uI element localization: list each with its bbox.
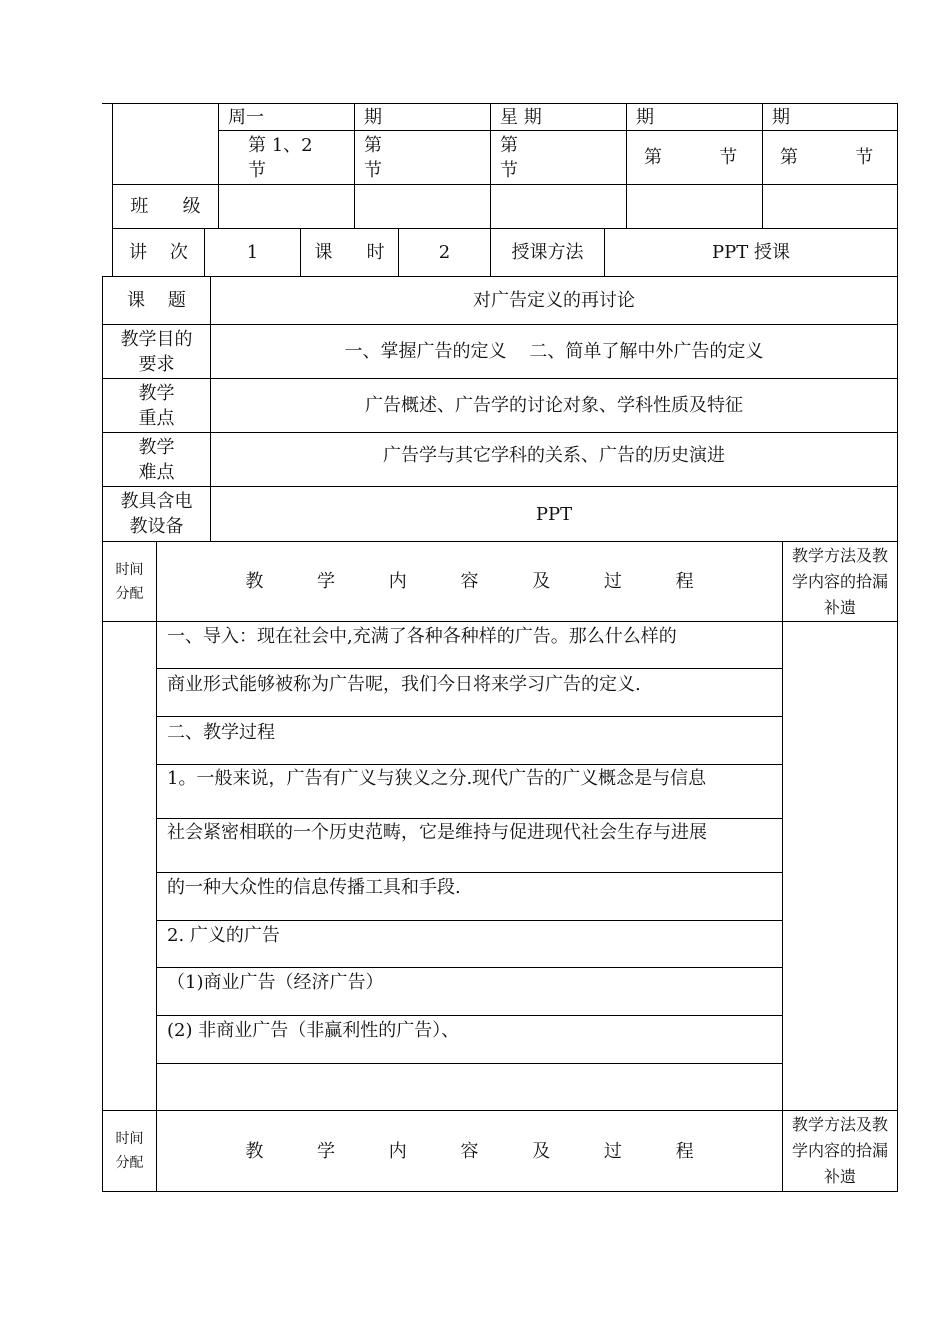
period-cell: 第 节 — [780, 147, 874, 168]
content-line: （1)商业广告（经济广告） — [167, 972, 384, 993]
difficulties-label: 教学 难点 — [138, 436, 175, 483]
content-line: 1。一般来说，广告有广义与狭义之分.现代广告的广义概念是与信息 — [167, 768, 707, 789]
time-allocation-label: 时间 分配 — [115, 1131, 144, 1171]
content-line: 2. 广义的广告 — [167, 925, 280, 946]
rule — [112, 184, 898, 185]
key-points-value: 广告概述、广告学的讨论对象、学科性质及特征 — [365, 395, 743, 416]
rule — [102, 1191, 898, 1192]
rule — [897, 103, 898, 1191]
topic-value: 对广告定义的再讨论 — [473, 290, 635, 311]
topic-label: 课 题 — [127, 290, 186, 311]
content-process-label: 教 学 内 容 及 过 程 — [245, 1140, 718, 1162]
weekday-cell: 星 期 — [500, 106, 542, 128]
content-line — [157, 1064, 782, 1110]
equipment-label: 教具含电 教设备 — [120, 491, 193, 537]
notes-label: 教学方法及教学内容的拾漏补遗 — [791, 1115, 888, 1186]
time-allocation-label: 时间 分配 — [115, 561, 144, 602]
hours-value: 2 — [438, 242, 451, 263]
content-line: 社会紧密相联的一个历史范畴，它是维持与促进现代社会生存与进展 — [167, 822, 707, 843]
weekday-cell: 期 — [364, 106, 382, 128]
period-cell: 第 节 — [364, 134, 382, 181]
content-line: 一、导入：现在社会中,充满了各种各种样的广告。那么什么样的 — [167, 626, 677, 647]
period-cell: 第 节 — [644, 147, 738, 168]
objectives-label: 教学目的 要求 — [120, 328, 193, 375]
period-cell: 第 1、2 节 — [248, 134, 313, 181]
class-label: 班 级 — [130, 196, 201, 217]
difficulties-value: 广告学与其它学科的关系、广告的历史演进 — [383, 445, 725, 466]
weekday-cell: 期 — [772, 106, 790, 128]
content-line: 二、教学过程 — [167, 722, 275, 743]
key-points-label: 教学 重点 — [138, 382, 175, 429]
hours-label: 课 时 — [314, 242, 385, 263]
method-label: 授课方法 — [511, 242, 584, 263]
weekday-cell: 周一 — [228, 106, 264, 128]
content-process-label: 教 学 内 容 及 过 程 — [245, 571, 718, 592]
content-line: 商业形式能够被称为广告呢，我们今日将来学习广告的定义. — [167, 674, 641, 695]
rule — [782, 541, 783, 1191]
content-line: 的一种大众性的信息传播工具和手段. — [167, 877, 461, 898]
lecture-value: 1 — [246, 242, 259, 263]
period-cell: 第 节 — [500, 134, 518, 181]
method-value: PPT 授课 — [712, 242, 790, 263]
objectives-value: 一、掌握广告的定义 二、简单了解中外广告的定义 — [344, 341, 764, 362]
content-line: (2) 非商业广告（非赢利性的广告）、 — [167, 1020, 460, 1041]
weekday-cell: 期 — [636, 106, 654, 128]
notes-label: 教学方法及教学内容的拾漏补遗 — [791, 545, 888, 617]
equipment-value: PPT — [535, 503, 573, 525]
lecture-label: 讲 次 — [129, 242, 188, 263]
